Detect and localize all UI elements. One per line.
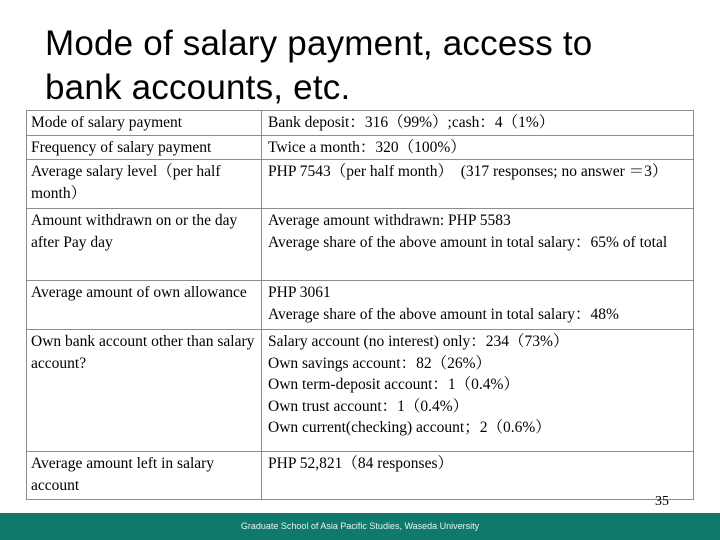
page-number: 35 bbox=[655, 494, 669, 509]
row-label: Amount withdrawn on or the day after Pay day bbox=[27, 209, 262, 281]
value-line: PHP 3061 bbox=[268, 284, 331, 301]
value-line: Own current(checking) account；2（0.6%） bbox=[268, 419, 551, 436]
row-value bbox=[262, 452, 694, 500]
table-row bbox=[27, 452, 694, 500]
footer-text: Graduate School of Asia Pacific Studies, Waseda University bbox=[240, 521, 480, 531]
value-line: Own trust account：1（0.4%） bbox=[268, 397, 469, 415]
value-line: Own term-deposit account：1（0.4%） bbox=[268, 376, 519, 393]
value-line: Average share of the above amount in total salary：48% bbox=[268, 305, 619, 323]
table-row bbox=[27, 281, 694, 330]
slide-title bbox=[45, 22, 695, 110]
row-value bbox=[262, 111, 694, 136]
value-line: Average share of the above amount in total salary：65% of total bbox=[268, 233, 668, 251]
row-label: Average amount left in salary account bbox=[27, 452, 262, 500]
row-value bbox=[262, 281, 694, 330]
table-row bbox=[27, 330, 694, 452]
table-row bbox=[27, 209, 694, 281]
value-line: Average amount withdrawn: PHP 5583 bbox=[268, 212, 511, 229]
row-label: Own bank account other than salary account? bbox=[27, 330, 262, 452]
value-line: Salary account (no interest) only：234（73%） bbox=[268, 333, 569, 350]
table-row bbox=[27, 135, 694, 160]
row-value bbox=[262, 135, 694, 160]
value-line: PHP 52,821（84 responses） bbox=[268, 455, 454, 472]
row-label: Average salary level（per half month） bbox=[27, 160, 262, 209]
value-line: Own savings account：82（26%） bbox=[268, 354, 491, 372]
footer-bar bbox=[0, 513, 720, 540]
row-value bbox=[262, 160, 694, 209]
title-line-1: Mode of salary payment, access to bbox=[45, 24, 593, 63]
survey-results-table bbox=[26, 110, 694, 500]
title-line-2: bank accounts, etc. bbox=[45, 68, 351, 107]
value-line: Twice a month：320（100%） bbox=[268, 138, 466, 156]
row-label: Frequency of salary payment bbox=[27, 135, 262, 160]
row-value bbox=[262, 209, 694, 281]
value-line: PHP 7543（per half month） (317 responses; no answer ＝3） bbox=[268, 163, 668, 180]
table-row bbox=[27, 160, 694, 209]
row-value bbox=[262, 330, 694, 452]
value-line: Bank deposit：316（99%）;cash：4（1%） bbox=[268, 114, 555, 131]
row-label: Average amount of own allowance bbox=[27, 281, 262, 330]
table-row bbox=[27, 111, 694, 136]
row-label: Mode of salary payment bbox=[27, 111, 262, 136]
